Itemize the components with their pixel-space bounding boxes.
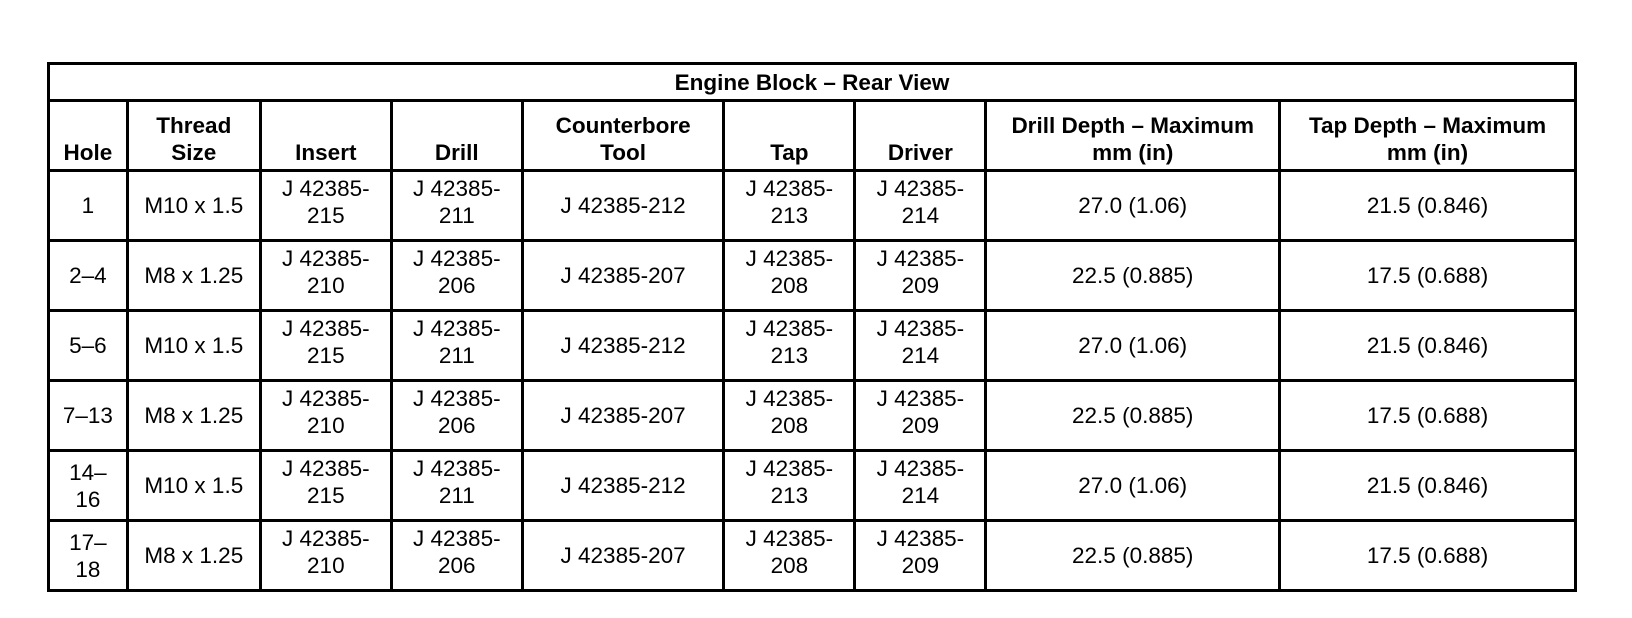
cell-drill: J 42385- 211 [391, 311, 522, 381]
header-drill: Drill [391, 101, 522, 171]
cell-thread-size: M10 x 1.5 [127, 311, 260, 381]
cell-driver: J 42385- 209 [855, 521, 986, 591]
cell-drill-depth: 22.5 (0.885) [986, 381, 1280, 451]
cell-tap-depth: 17.5 (0.688) [1280, 381, 1576, 451]
header-drill-depth: Drill Depth – Maximum mm (in) [986, 101, 1280, 171]
table-row [49, 241, 1576, 311]
cell-tap: J 42385- 213 [724, 311, 855, 381]
cell-drill: J 42385- 206 [391, 241, 522, 311]
cell-counterbore-tool: J 42385-212 [522, 451, 724, 521]
cell-driver: J 42385- 214 [855, 171, 986, 241]
table-title: Engine Block – Rear View [49, 64, 1576, 101]
header-counterbore-tool: Counterbore Tool [522, 101, 724, 171]
cell-tap: J 42385- 213 [724, 171, 855, 241]
cell-thread-size: M10 x 1.5 [127, 451, 260, 521]
cell-tap-depth: 21.5 (0.846) [1280, 171, 1576, 241]
cell-counterbore-tool: J 42385-212 [522, 171, 724, 241]
cell-thread-size: M8 x 1.25 [127, 241, 260, 311]
cell-tap-depth: 17.5 (0.688) [1280, 241, 1576, 311]
cell-counterbore-tool: J 42385-212 [522, 311, 724, 381]
cell-driver: J 42385- 214 [855, 311, 986, 381]
cell-drill-depth: 27.0 (1.06) [986, 451, 1280, 521]
table-row [49, 171, 1576, 241]
cell-tap: J 42385- 208 [724, 381, 855, 451]
table-row [49, 311, 1576, 381]
cell-counterbore-tool: J 42385-207 [522, 521, 724, 591]
header-hole: Hole [49, 101, 128, 171]
cell-insert: J 42385- 210 [260, 241, 391, 311]
cell-thread-size: M8 x 1.25 [127, 521, 260, 591]
cell-thread-size: M10 x 1.5 [127, 171, 260, 241]
cell-drill-depth: 27.0 (1.06) [986, 311, 1280, 381]
cell-thread-size: M8 x 1.25 [127, 381, 260, 451]
cell-tap: J 42385- 213 [724, 451, 855, 521]
header-tap-depth: Tap Depth – Maximum mm (in) [1280, 101, 1576, 171]
cell-drill-depth: 22.5 (0.885) [986, 521, 1280, 591]
cell-insert: J 42385- 215 [260, 171, 391, 241]
cell-counterbore-tool: J 42385-207 [522, 381, 724, 451]
cell-tap-depth: 21.5 (0.846) [1280, 451, 1576, 521]
table-row [49, 381, 1576, 451]
cell-driver: J 42385- 209 [855, 381, 986, 451]
cell-insert: J 42385- 215 [260, 311, 391, 381]
cell-drill: J 42385- 211 [391, 451, 522, 521]
header-tap: Tap [724, 101, 855, 171]
cell-hole: 5–6 [49, 311, 128, 381]
cell-drill: J 42385- 206 [391, 521, 522, 591]
cell-drill: J 42385- 211 [391, 171, 522, 241]
table-body [49, 171, 1576, 591]
cell-drill-depth: 27.0 (1.06) [986, 171, 1280, 241]
header-insert: Insert [260, 101, 391, 171]
cell-tap-depth: 21.5 (0.846) [1280, 311, 1576, 381]
cell-hole: 14– 16 [49, 451, 128, 521]
cell-counterbore-tool: J 42385-207 [522, 241, 724, 311]
header-thread-size: Thread Size [127, 101, 260, 171]
cell-hole: 2–4 [49, 241, 128, 311]
cell-drill-depth: 22.5 (0.885) [986, 241, 1280, 311]
table-row [49, 451, 1576, 521]
cell-insert: J 42385- 210 [260, 381, 391, 451]
engine-block-spec-table [47, 62, 1577, 592]
cell-hole: 7–13 [49, 381, 128, 451]
cell-hole: 17– 18 [49, 521, 128, 591]
table-row [49, 521, 1576, 591]
cell-drill: J 42385- 206 [391, 381, 522, 451]
cell-tap-depth: 17.5 (0.688) [1280, 521, 1576, 591]
cell-hole: 1 [49, 171, 128, 241]
cell-insert: J 42385- 215 [260, 451, 391, 521]
cell-driver: J 42385- 209 [855, 241, 986, 311]
cell-driver: J 42385- 214 [855, 451, 986, 521]
cell-tap: J 42385- 208 [724, 521, 855, 591]
cell-tap: J 42385- 208 [724, 241, 855, 311]
header-driver: Driver [855, 101, 986, 171]
cell-insert: J 42385- 210 [260, 521, 391, 591]
